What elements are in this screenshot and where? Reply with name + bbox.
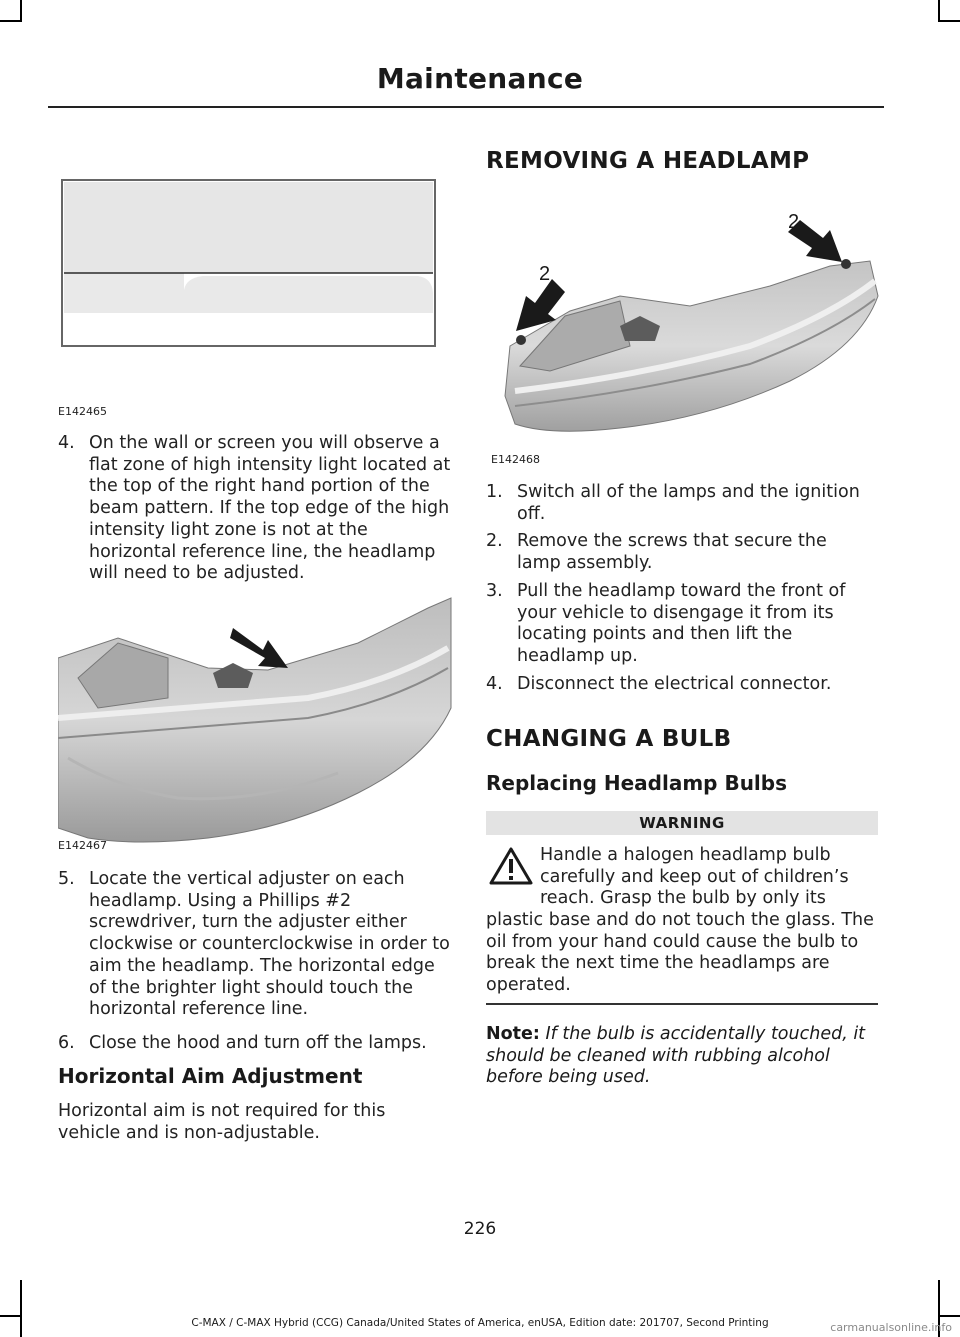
note-paragraph [486,1024,884,1089]
crop-mark-top-right-v [938,0,940,22]
beam-pattern-figure [58,168,453,360]
callout-2-left: 2 [539,263,551,285]
warning-text-indented: Handle a halogen headlamp bulb carefully and keep out of children’s reach. Grasp the bulb by only its [540,845,849,909]
step-text: Remove the screws that secure the lamp assembly. [517,531,827,573]
header-rule [48,106,884,108]
step-number: 1. [486,482,503,502]
warning-icon [488,846,534,886]
watermark[interactable]: carmanualsonline.info [830,1321,952,1334]
step-text: Locate the vertical adjuster on each headlamp. Using a Phillips #2 screwdriver, turn the adjuster either clockwise or counterclockwise in order to aim the headlamp. The horizontal edge of the brighter light should touch the horizontal reference line. [89,869,450,1020]
crop-mark-top-left-v [20,0,22,22]
step-4 [58,433,454,585]
crop-mark-top-left-h [0,20,22,22]
step-number: 3. [486,581,503,601]
step-text: Close the hood and turn off the lamps. [89,1033,427,1053]
note-text: If the bulb is accidentally touched, it should be cleaned with rubbing alcohol before being used. [486,1024,866,1088]
step-number: 2. [486,531,503,551]
removing-headlamp-heading: REMOVING A HEADLAMP [486,148,810,174]
edition-footer: C-MAX / C-MAX Hybrid (CCG) Canada/United States of America, enUSA, Edition date: 201707, Second Printing [191,1317,769,1329]
crop-mark-top-right-h [938,20,960,22]
changing-bulb-heading: CHANGING A BULB [486,726,732,752]
callout-2-right: 2 [788,211,800,233]
remove-step-3 [486,581,882,668]
step-number: 6. [58,1033,75,1053]
headlamp-screws-figure [490,196,882,458]
page-number: 226 [463,1219,497,1239]
step-text: Pull the headlamp toward the front of your vehicle to disengage it from its locating points and then lift the headlamp up. [517,581,846,667]
step-5 [58,869,450,1021]
figure-code-1: E142465 [58,405,107,418]
remove-step-1 [486,482,881,525]
step-text: Switch all of the lamps and the ignition off. [517,482,860,524]
warning-divider [486,1003,878,1005]
note-label: Note: [486,1024,540,1044]
figure-code-3: E142468 [491,453,540,466]
figure-code-2: E142467 [58,839,107,852]
step-text: Disconnect the electrical connector. [517,674,832,694]
step-text: On the wall or screen you will observe a flat zone of high intensity light located at the top of the right hand portion of the beam pattern. If the top edge of the high intensity light zone is not at the horizontal reference line, the headlamp will need to be adjusted. [89,433,451,584]
warning-label: WARNING [486,811,878,835]
step-6 [58,1033,450,1055]
step-number: 5. [58,869,75,889]
replacing-bulbs-heading: Replacing Headlamp Bulbs [486,771,788,795]
step-number: 4. [486,674,503,694]
remove-step-4 [486,674,881,696]
warning-text: plastic base and do not touch the glass. The oil from your hand could cause the bulb to break the next time the headlamps are operated. [486,910,874,996]
step-number: 4. [58,433,75,453]
horizontal-aim-text: Horizontal aim is not required for this vehicle and is non-adjustable. [58,1101,386,1143]
horizontal-aim-heading: Horizontal Aim Adjustment [58,1064,363,1088]
remove-step-2 [486,531,876,574]
headlamp-adjuster-figure [58,588,453,850]
section-title: Maintenance [376,62,584,95]
